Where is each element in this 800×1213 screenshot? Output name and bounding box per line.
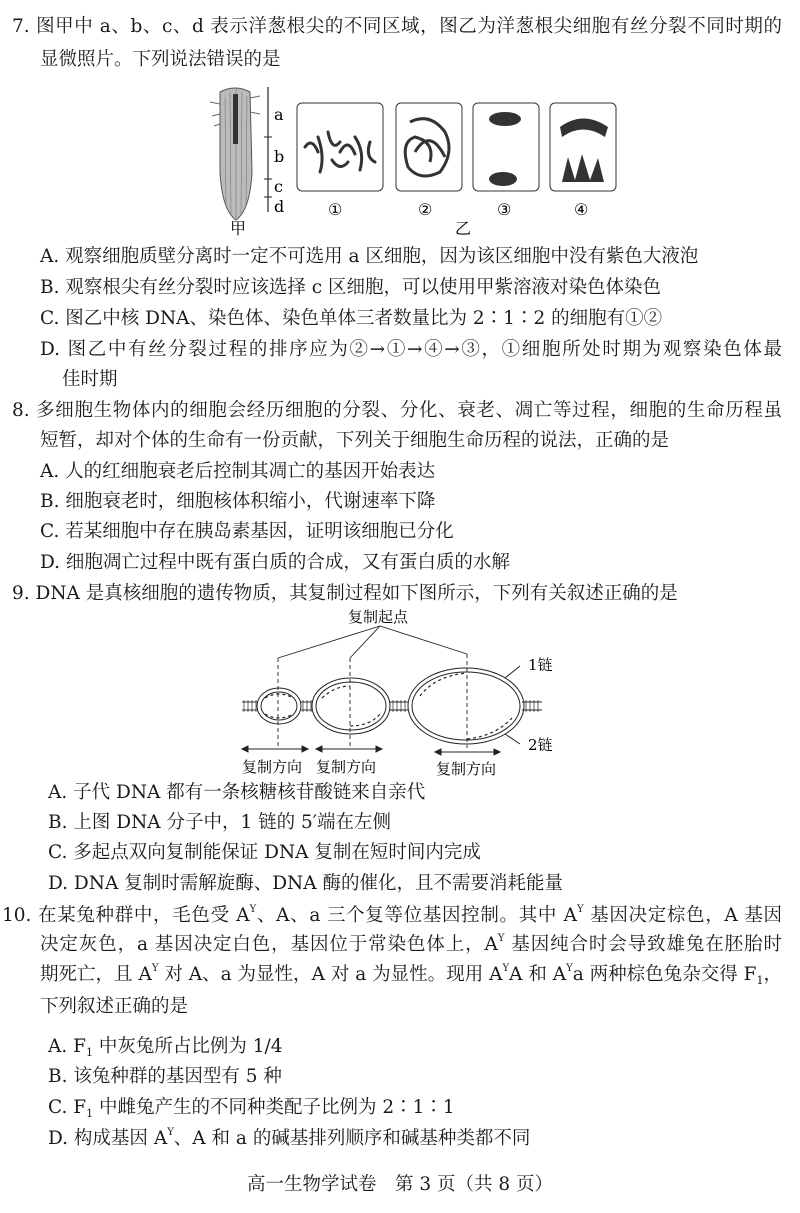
zone-label-c: c bbox=[274, 177, 283, 196]
q10-option-c bbox=[48, 1095, 455, 1121]
q9-option-a: A. 子代 DNA 都有一条核糖核苷酸链来自亲代 bbox=[48, 782, 426, 803]
q8-option-a: A. 人的红细胞衰老后控制其凋亡的基因开始表达 bbox=[40, 461, 436, 482]
subscript: 1 bbox=[756, 974, 764, 987]
q9-stem: 9. DNA 是真核细胞的遗传物质，其复制过程如下图所示，下列有关叙述正确的是 bbox=[12, 583, 678, 604]
label-jia: 甲 bbox=[230, 219, 247, 238]
q10-option-b bbox=[48, 1064, 282, 1090]
q10-stem-line4 bbox=[40, 994, 188, 1020]
text-segment: 对 A、a 为显性，A 对 a 为显性。现用 A bbox=[158, 964, 503, 985]
text-segment: A 和 A bbox=[509, 964, 567, 985]
q10-option-d bbox=[48, 1126, 530, 1152]
text-segment: C. F bbox=[48, 1097, 87, 1118]
q10-option-a bbox=[48, 1034, 283, 1060]
superscript: Y bbox=[566, 963, 573, 974]
strand-2-label: 2链 bbox=[528, 736, 553, 754]
direction-label-3: 复制方向 bbox=[436, 760, 497, 776]
q7-option-d-line2: 佳时期 bbox=[62, 369, 118, 390]
superscript: Y bbox=[497, 933, 505, 944]
text-segment: 10. 在某兔种群中，毛色受 A bbox=[2, 905, 250, 926]
cell-label-1: ① bbox=[328, 200, 343, 219]
q8-stem-line1: 8. 多细胞生物体内的细胞会经历细胞的分裂、分化、衰老、凋亡等过程，细胞的生命历程虽 bbox=[12, 400, 782, 421]
zone-label-d: d bbox=[274, 197, 285, 216]
superscript: Y bbox=[151, 963, 159, 974]
text-segment: ， bbox=[763, 964, 782, 985]
cell-label-2: ② bbox=[418, 200, 433, 219]
strand-1-label: 1链 bbox=[528, 656, 553, 674]
origin-label: 复制起点 bbox=[348, 608, 409, 626]
cell-2 bbox=[396, 103, 462, 191]
text-segment: A. F bbox=[48, 1036, 86, 1057]
q7-option-d-line1: D. 图乙中有丝分裂过程的排序应为②→①→④→③，①细胞所处时期为观察染色体最 bbox=[40, 339, 782, 360]
double-helix-segments bbox=[242, 700, 542, 712]
q8-option-d: D. 细胞凋亡过程中既有蛋白质的合成，又有蛋白质的水解 bbox=[40, 552, 510, 573]
text-segment: 、A、a 三个复等位基因控制。其中 A bbox=[256, 905, 577, 926]
cell-3 bbox=[473, 103, 539, 191]
superscript: Y bbox=[249, 904, 257, 915]
text-segment: a 两种棕色兔杂交得 F bbox=[572, 964, 757, 985]
cell-4 bbox=[550, 103, 616, 191]
cell-label-3: ③ bbox=[497, 200, 512, 219]
zone-label-b: b bbox=[274, 147, 285, 166]
q8-option-c: C. 若某细胞中存在胰岛素基因，证明该细胞已分化 bbox=[40, 521, 454, 542]
text-segment: 基因决定棕色，A 基因 bbox=[583, 905, 783, 926]
q7-option-a: A. 观察细胞质壁分离时一定不可选用 a 区细胞，因为该区细胞中没有紫色大液泡 bbox=[40, 246, 699, 267]
text-segment: 、A 和 a 的碱基排列顺序和碱基种类都不同 bbox=[173, 1128, 531, 1149]
superscript: Y bbox=[167, 1127, 174, 1138]
q7-option-b: B. 观察根尖有丝分裂时应该选择 c 区细胞，可以使用甲紫溶液对染色体染色 bbox=[40, 277, 661, 298]
q10-stem-line2 bbox=[40, 932, 782, 958]
q8-option-b: B. 细胞衰老时，细胞核体积缩小，代谢速率下降 bbox=[40, 491, 436, 512]
label-yi: 乙 bbox=[455, 219, 472, 238]
superscript: Y bbox=[577, 904, 584, 915]
text-segment: 中灰兔所占比例为 1/4 bbox=[92, 1036, 283, 1057]
text-segment: 下列叙述正确的是 bbox=[40, 996, 189, 1017]
text-segment: 中雌兔产生的不同种类配子比例为 2∶1∶1 bbox=[93, 1097, 455, 1118]
cell-label-4: ④ bbox=[574, 200, 589, 219]
q7-option-c: C. 图乙中核 DNA、染色体、染色单体三者数量比为 2∶1∶2 的细胞有①② bbox=[40, 308, 663, 329]
direction-label-1: 复制方向 bbox=[242, 758, 303, 776]
q9-option-c: C. 多起点双向复制能保证 DNA 复制在短时间内完成 bbox=[48, 842, 481, 863]
direction-label-2: 复制方向 bbox=[316, 758, 377, 776]
text-segment: D. 构成基因 A bbox=[48, 1128, 168, 1149]
direction-arrows bbox=[242, 746, 500, 755]
text-segment: 决定灰色，a 基因决定白色，基因位于常染色体上，A bbox=[40, 934, 498, 955]
text-segment: 基因纯合时会导致雄兔在胚胎时 bbox=[504, 934, 782, 955]
page-footer: 高一生物学试卷 第 3 页（共 8 页） bbox=[246, 1174, 554, 1195]
q10-stem-line1 bbox=[2, 903, 782, 929]
zone-label-a: a bbox=[274, 105, 284, 124]
q7-stem-line2: 显微照片。下列说法错误的是 bbox=[40, 49, 281, 70]
cell-1 bbox=[297, 103, 383, 191]
q9-dna-replication-figure bbox=[230, 606, 590, 776]
subscript: 1 bbox=[85, 1046, 93, 1059]
q10-stem-line3 bbox=[40, 962, 782, 988]
root-tip-drawing bbox=[210, 88, 260, 220]
subscript: 1 bbox=[86, 1107, 94, 1120]
q8-stem-line2: 短暂，却对个体的生命有一份贡献，下列关于细胞生命历程的说法，正确的是 bbox=[40, 430, 670, 451]
replication-bubbles bbox=[257, 668, 524, 744]
superscript: Y bbox=[502, 963, 510, 974]
q7-figure bbox=[200, 82, 630, 238]
q7-stem-line1: 7. 图甲中 a、b、c、d 表示洋葱根尖的不同区域，图乙为洋葱根尖细胞有丝分裂不同时期的 bbox=[12, 16, 782, 37]
q9-option-d: D. DNA 复制时需解旋酶、DNA 酶的催化，且不需要消耗能量 bbox=[48, 873, 563, 894]
q9-option-b: B. 上图 DNA 分子中，1 链的 5′端在左侧 bbox=[48, 812, 392, 833]
text-segment: 期死亡，且 A bbox=[40, 964, 152, 985]
text-segment: B. 该兔种群的基因型有 5 种 bbox=[48, 1066, 282, 1087]
